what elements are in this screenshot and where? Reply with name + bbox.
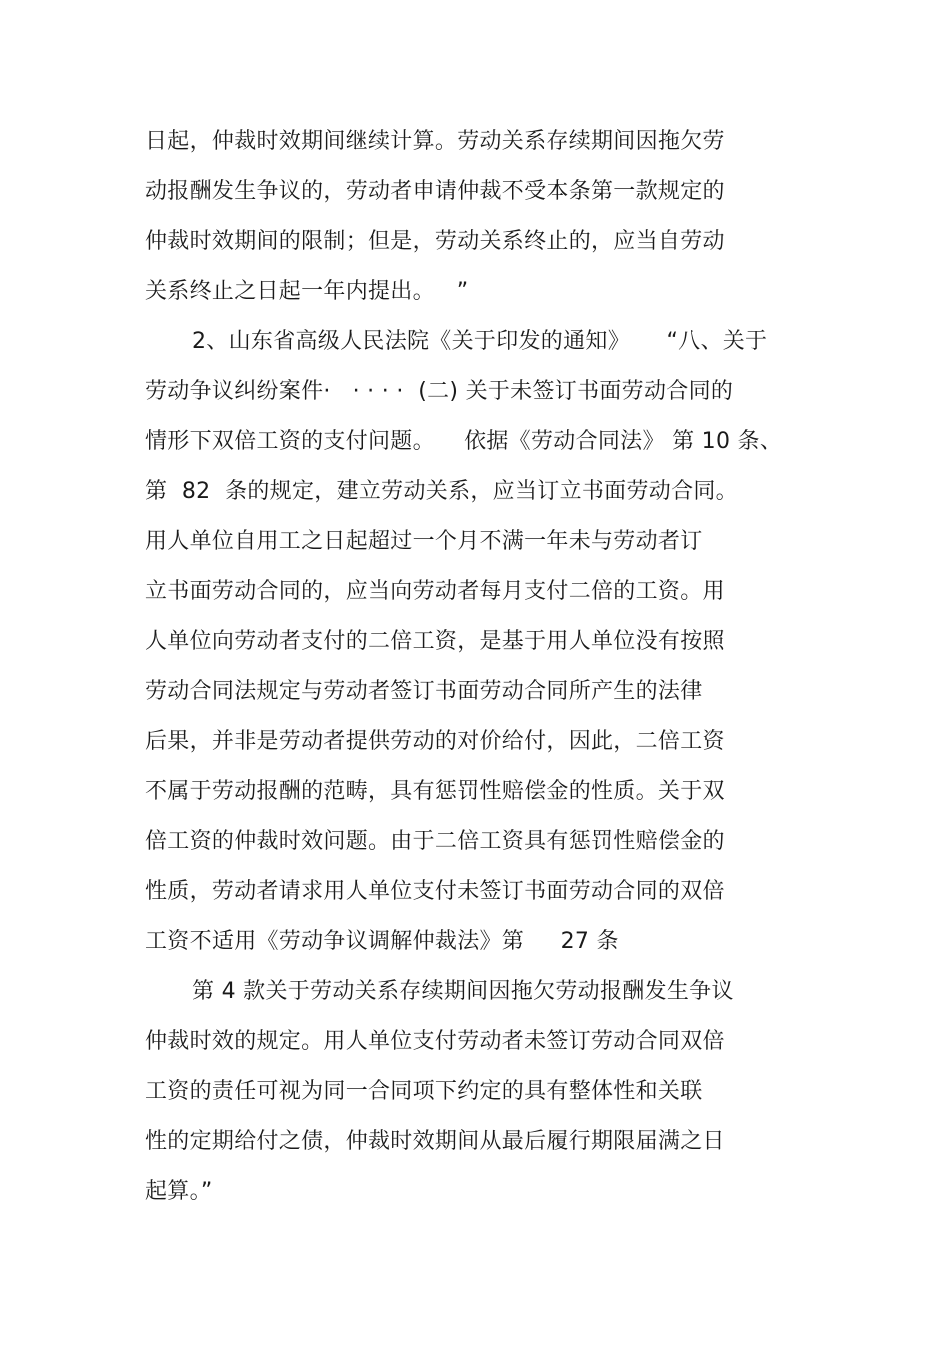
text-line-11: 人单位向劳动者支付的二倍工资，是基于用人单位没有按照 [145, 629, 725, 654]
text-line-9: 用人单位自用工之日起超过一个月不满一年未与劳动者订 [145, 529, 703, 554]
text-line-2: 动报酬发生争议的，劳动者申请仲裁不受本条第一款规定的 [145, 179, 725, 204]
text-line-16: 性质，劳动者请求用人单位支付未签订书面劳动合同的双倍 [145, 879, 725, 904]
text-line-14: 不属于劳动报酬的范畴，具有惩罚性赔偿金的性质。关于双 [145, 779, 725, 804]
text-line-15: 倍工资的仲裁时效问题。由于二倍工资具有惩罚性赔偿金的 [145, 829, 725, 854]
text-line-22: 起算。” [145, 1179, 213, 1204]
text-line-8: 第 82 条的规定，建立劳动关系，应当订立书面劳动合同。 [145, 479, 738, 504]
text-line-19: 仲裁时效的规定。用人单位支付劳动者未签订劳动合同双倍 [145, 1029, 725, 1054]
text-line-4: 关系终止之日起一年内提出。 ” [145, 279, 469, 304]
text-line-6: 劳动争议纠纷案件· · · · · (二) 关于未签订书面劳动合同的 [145, 379, 734, 404]
text-line-13: 后果，并非是劳动者提供劳动的对价给付，因此，二倍工资 [145, 729, 725, 754]
text-line-20: 工资的责任可视为同一合同项下约定的具有整体性和关联 [145, 1079, 703, 1104]
text-line-1: 日起，仲裁时效期间继续计算。劳动关系存续期间因拖欠劳 [145, 129, 725, 154]
text-line-12: 劳动合同法规定与劳动者签订书面劳动合同所产生的法律 [145, 679, 703, 704]
text-line-3: 仲裁时效期间的限制；但是，劳动关系终止的，应当自劳动 [145, 229, 725, 254]
text-line-5: 2、山东省高级人民法院《关于印发的通知》 “八、关于 [192, 329, 768, 354]
text-line-10: 立书面劳动合同的，应当向劳动者每月支付二倍的工资。用 [145, 579, 725, 604]
text-line-18: 第 4 款关于劳动关系存续期间因拖欠劳动报酬发生争议 [192, 979, 734, 1004]
text-line-17: 工资不适用《劳动争议调解仲裁法》第 27 条 [145, 929, 619, 954]
text-line-21: 性的定期给付之债，仲裁时效期间从最后履行期限届满之日 [145, 1129, 725, 1154]
text-line-7: 情形下双倍工资的支付问题。 依据《劳动合同法》 第 10 条、 [145, 429, 783, 454]
